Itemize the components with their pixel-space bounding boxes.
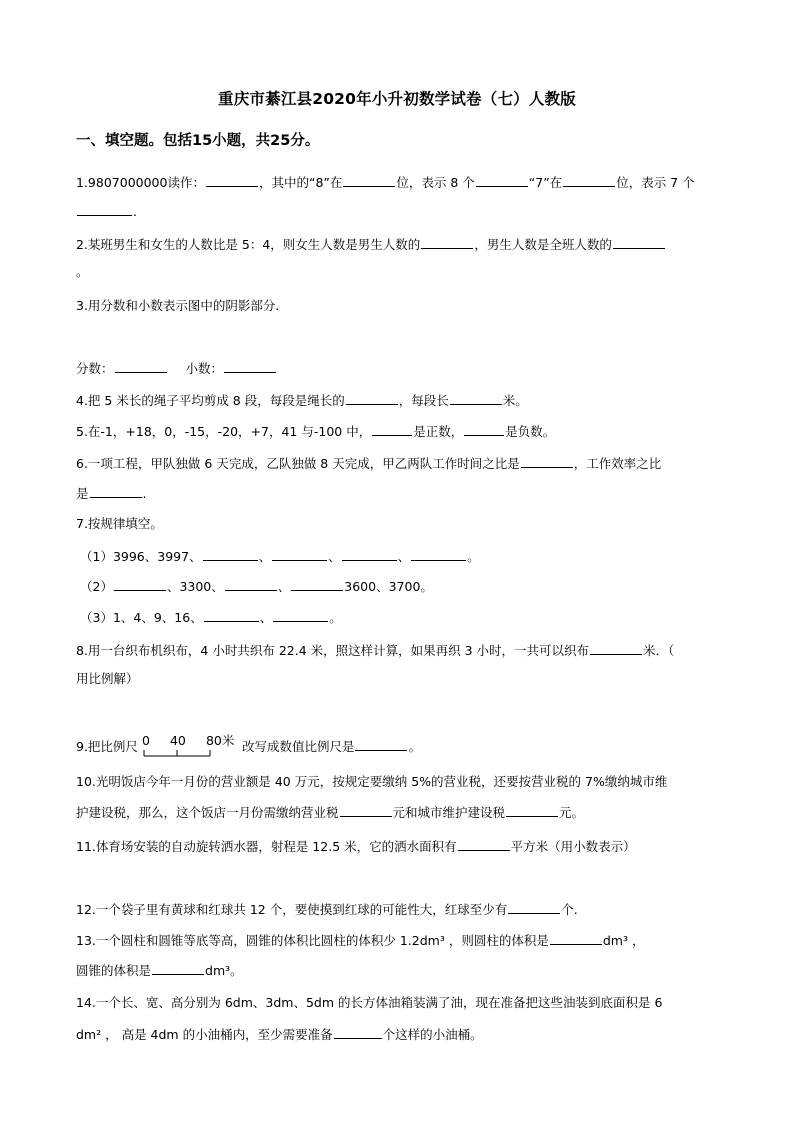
answer-blank[interactable]	[450, 392, 502, 405]
question-9: 9.把比例尺 0 40 80米 改写成数值比例尺是 。	[76, 737, 421, 757]
answer-blank[interactable]	[225, 578, 277, 591]
answer-blank[interactable]	[506, 804, 558, 817]
question-7: 7.按规律填空。	[76, 516, 163, 531]
answer-blank[interactable]	[272, 548, 327, 561]
answer-blank[interactable]	[343, 174, 395, 187]
question-11: 11.体育场安装的自动旋转洒水器，射程是 12.5 米，它的洒水面积有 平方米（用小数表示）	[76, 839, 636, 854]
answer-blank[interactable]	[464, 423, 504, 436]
answer-blank[interactable]	[203, 548, 258, 561]
scale-label-80: 80米	[205, 733, 235, 748]
answer-blank[interactable]	[204, 609, 259, 622]
answer-blank[interactable]	[340, 804, 392, 817]
question-3: 3.用分数和小数表示图中的阴影部分．	[76, 298, 288, 313]
answer-blank[interactable]	[613, 236, 665, 249]
answer-blank[interactable]	[291, 578, 343, 591]
question-14: 14.一个长、宽、高分别为 6dm、3dm、5dm 的长方体油箱装满了油，现在准备把这些油装到底面积是 6	[76, 995, 663, 1010]
question-1: 1.9807000000读作： ，其中的“8”在 位，表示 8 个 “7”在 位，表示 7 个	[76, 175, 695, 190]
question-2-cont: 。	[76, 264, 89, 279]
section-heading: 一、填空题。包括15小题，共25分。	[76, 133, 320, 149]
answer-blank[interactable]	[550, 932, 602, 945]
answer-blank[interactable]	[372, 423, 412, 436]
question-4: 4.把 5 米长的绳子平均剪成 8 段，每段是绳长的 ，每段长 米。	[76, 393, 528, 408]
answer-blank[interactable]	[355, 738, 407, 751]
answer-blank[interactable]	[90, 485, 142, 498]
question-6-cont: 是 .	[76, 486, 147, 501]
answer-blank[interactable]	[411, 548, 466, 561]
answer-blank[interactable]	[334, 1026, 382, 1039]
decimal-blank[interactable]	[224, 360, 276, 373]
answer-blank[interactable]	[114, 578, 166, 591]
answer-blank[interactable]	[458, 838, 510, 851]
question-8-cont: 用比例解）	[76, 671, 139, 686]
question-1-cont: .	[76, 203, 137, 220]
question-3-answers: 分数： 小数：	[76, 360, 277, 377]
answer-blank[interactable]	[342, 548, 397, 561]
question-6: 6.一项工程，甲队独做 6 天完成，乙队独做 8 天完成，甲乙两队工作时间之比是 ，工作效率之比	[76, 456, 662, 471]
question-8: 8.用一台织布机织布，4 小时共织布 22.4 米，照这样计算，如果再织 3 小时，一共可以织布 米．（	[76, 643, 675, 658]
answer-blank[interactable]	[346, 392, 398, 405]
question-7-part-1: （1）3996、3997、 、 、 、 。	[80, 549, 480, 564]
question-13: 13.一个圆柱和圆锥等底等高，圆锥的体积比圆柱的体积少 1.2dm³ ，则圆柱的体积是 dm³ ，	[76, 933, 645, 948]
scale-label-0: 0	[141, 733, 150, 748]
line-scale-diagram	[140, 733, 240, 757]
answer-blank[interactable]	[77, 203, 132, 216]
answer-blank[interactable]	[563, 174, 615, 187]
question-12: 12.一个袋子里有黄球和红球共 12 个，要使摸到红球的可能性大，红球至少有 个.	[76, 902, 578, 917]
question-10-cont: 护建设税，那么，这个饭店一月份需缴纳营业税 元和城市维护建设税 元。	[76, 805, 585, 820]
answer-blank[interactable]	[152, 962, 204, 975]
question-7-part-2: （2） 、3300、 、 3600、3700。	[80, 579, 433, 594]
answer-blank[interactable]	[521, 455, 573, 468]
question-2: 2.某班男生和女生的人数比是 5：4，则女生人数是男生人数的 ，男生人数是全班人数的	[76, 236, 666, 253]
answer-blank[interactable]	[273, 609, 328, 622]
answer-blank[interactable]	[476, 174, 528, 187]
question-7-part-3: （3）1、4、9、16、 、 。	[80, 610, 342, 625]
question-14-cont: dm² ， 高是 4dm 的小油桶内，至少需要准备 个这样的小油桶。	[76, 1027, 483, 1042]
answer-blank[interactable]	[421, 236, 473, 249]
answer-blank[interactable]	[590, 642, 642, 655]
question-10: 10.光明饭店今年一月份的营业额是 40 万元，按规定要缴纳 5%的营业税，还要按营业税的 7%缴纳城市维	[76, 774, 668, 789]
question-5: 5.在-1，+18，0，-15，-20，+7，41 与-100 中， 是正数， 是负数。	[76, 424, 556, 439]
answer-blank[interactable]	[508, 901, 560, 914]
answer-blank[interactable]	[206, 174, 258, 187]
fraction-blank[interactable]	[115, 360, 167, 373]
question-13-cont: 圆锥的体积是 dm³。	[76, 963, 243, 978]
page-title: 重庆市綦江县2020年小升初数学试卷（七）人教版	[218, 90, 576, 108]
scale-bar	[140, 737, 240, 759]
scale-label-40: 40	[169, 733, 186, 748]
